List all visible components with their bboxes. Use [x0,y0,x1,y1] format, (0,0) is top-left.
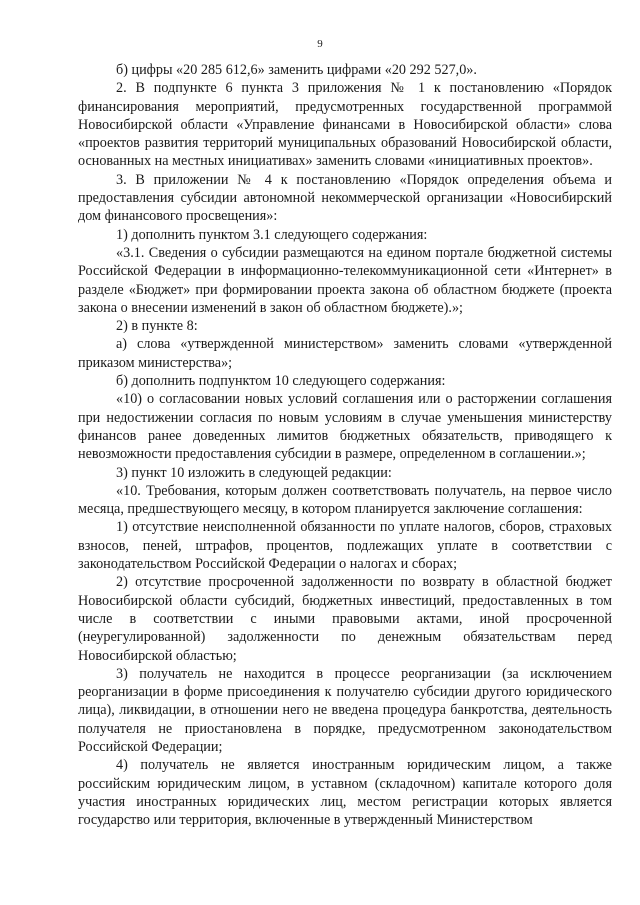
paragraph: 3. В приложении № 4 к постановлению «Порядок определения объема и предоставления субсидии автономной некоммерческой организации «Новосибирский дом финансового просвещения»: [78,171,612,225]
paragraph: 1) отсутствие неисполненной обязанности по уплате налогов, сборов, страховых взносов, пеней, штрафов, процентов, подлежащих уплате в соответствии с законодательством Российской Федерации о налогах и сборах; [78,519,612,573]
paragraph: «10) о согласовании новых условий соглашения или о расторжении соглашения при недостижении согласия по новым условиям в случае уменьшения министерству финансов ранее доведенных лимитов бюджетных обязательств, приводящего к невозможности предоставления субсидии в размере, определенном в соглашении.»; [78,391,612,463]
paragraph: 3) получатель не находится в процессе реорганизации (за исключением реорганизации в форме присоединения к получателю субсидии другого юридического лица), ликвидации, в отношении него не введена процедура банкротства, деятельность получателя не приостановлена в порядке, предусмотренном законодательством Российской Федерации; [78,665,612,755]
paragraph: «3.1. Сведения о субсидии размещаются на едином портале бюджетной системы Российской Федерации в информационно-телекоммуникационной сети «Интернет» в разделе «Бюджет» при формировании проекта закона об областном бюджете (проекта закона о внесении изменений в закон об областном бюджете).»; [78,244,612,316]
paragraph: 2) в пункте 8: [116,318,198,335]
paragraph: 2) отсутствие просроченной задолженности по возврату в областной бюджет Новосибирской области субсидий, бюджетных инвестиций, предоставленных в том числе в соответствии с иными правовыми актами, иной просроченной (неурегулированной) задолженности по денежным обязательствам перед Новосибирской областью; [78,574,612,664]
paragraph: а) слова «утвержденной министерством» заменить словами «утвержденной приказом министерства»; [78,336,612,371]
paragraph: 1) дополнить пунктом 3.1 следующего содержания: [116,226,428,243]
paragraph: б) дополнить подпунктом 10 следующего содержания: [116,373,446,390]
document-body [78,61,612,829]
paragraph: б) цифры «20 285 612,6» заменить цифрами «20 292 527,0». [116,62,477,78]
paragraph: 3) пункт 10 изложить в следующей редакции: [116,464,392,481]
paragraph: 4) получатель не является иностранным юридическим лицом, а также российским юридическим лицом, в уставном (складочном) капитале которого доля участия иностранных юридических лиц, местом регистрации которых является государство или территория, включенные в утвержденный Министерством [78,757,612,829]
page-number: 9 [317,38,323,50]
paragraph: «10. Требования, которым должен соответствовать получатель, на первое число месяца, предшествующего месяцу, в котором планируется заключение соглашения: [78,482,612,518]
paragraph: 2. В подпункте 6 пункта 3 приложения № 1 к постановлению «Порядок финансирования мероприятий, предусмотренных государственной программой Новосибирской области «Управление финансами в Новосибирской области» слова «проектов развития территорий муниципальных образований Новосибирской области, основанных на местных инициативах» заменить словами «инициативных проектов». [78,80,612,170]
